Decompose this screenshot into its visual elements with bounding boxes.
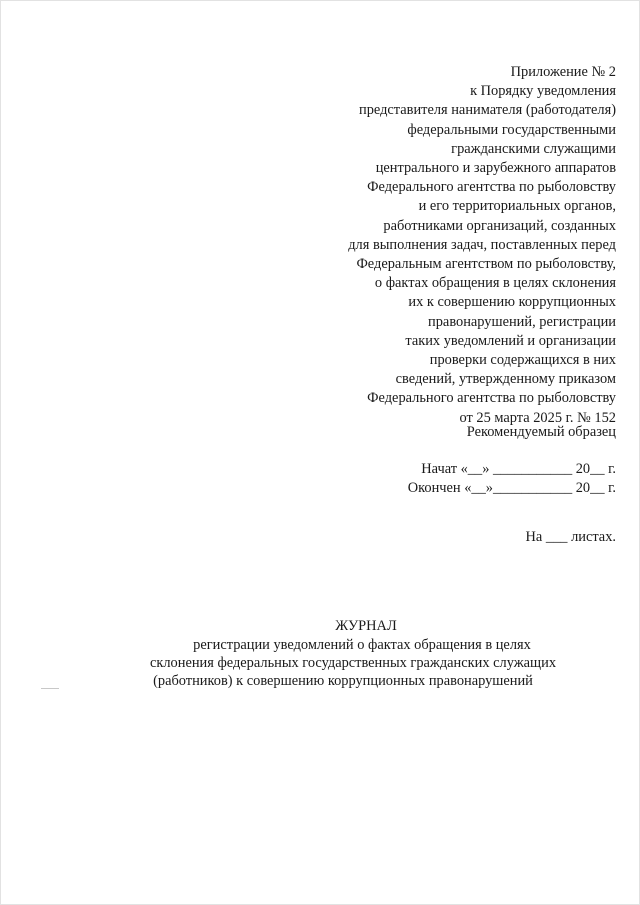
appendix-line: работниками организаций, созданных (383, 217, 616, 234)
started-date-line: Начат «__» ___________ 20__ г. (421, 461, 616, 477)
journal-title: ЖУРНАЛ (335, 618, 397, 634)
appendix-line: их к совершению коррупционных (408, 294, 616, 311)
appendix-line: сведений, утвержденному приказом (395, 371, 616, 388)
appendix-line: правонарушений, регистрации (428, 313, 616, 330)
appendix-line: Федеральным агентством по рыболовству, (356, 256, 616, 273)
margin-mark (41, 688, 59, 689)
journal-subtitle-line: регистрации уведомлений о фактах обращения в целях (193, 637, 531, 653)
appendix-line: к Порядку уведомления (470, 83, 616, 100)
appendix-line: проверки содержащихся в них (429, 352, 616, 369)
appendix-line: таких уведомлений и организации (405, 332, 616, 349)
appendix-line: Федерального агентства по рыболовству (367, 179, 616, 196)
finished-date-line: Окончен «__»___________ 20__ г. (407, 480, 616, 496)
sample-label: Рекомендуемый образец (466, 424, 616, 440)
sheets-count: На ___ листах. (525, 529, 616, 545)
appendix-line: Приложение № 2 (510, 64, 616, 80)
journal-subtitle-line: (работников) к совершению коррупционных правонарушений (153, 673, 533, 689)
appendix-line: гражданскими служащими (451, 140, 616, 157)
appendix-header (276, 63, 616, 428)
journal-dates (408, 460, 616, 498)
journal-subtitle-line: склонения федеральных государственных гражданских служащих (149, 655, 557, 671)
appendix-line: о фактах обращения в целях склонения (374, 275, 616, 292)
appendix-line: центрального и зарубежного аппаратов (375, 160, 616, 177)
appendix-line: и его территориальных органов, (418, 198, 616, 215)
appendix-line: представителя нанимателя (работодателя) (359, 102, 616, 119)
appendix-line: Федерального агентства по рыболовству (367, 390, 616, 407)
appendix-line: для выполнения задач, поставленных перед (348, 236, 616, 253)
appendix-line: от 25 марта 2025 г. № 152 (459, 409, 616, 426)
journal-title-block (1, 616, 640, 690)
appendix-line: федеральными государственными (407, 121, 616, 138)
